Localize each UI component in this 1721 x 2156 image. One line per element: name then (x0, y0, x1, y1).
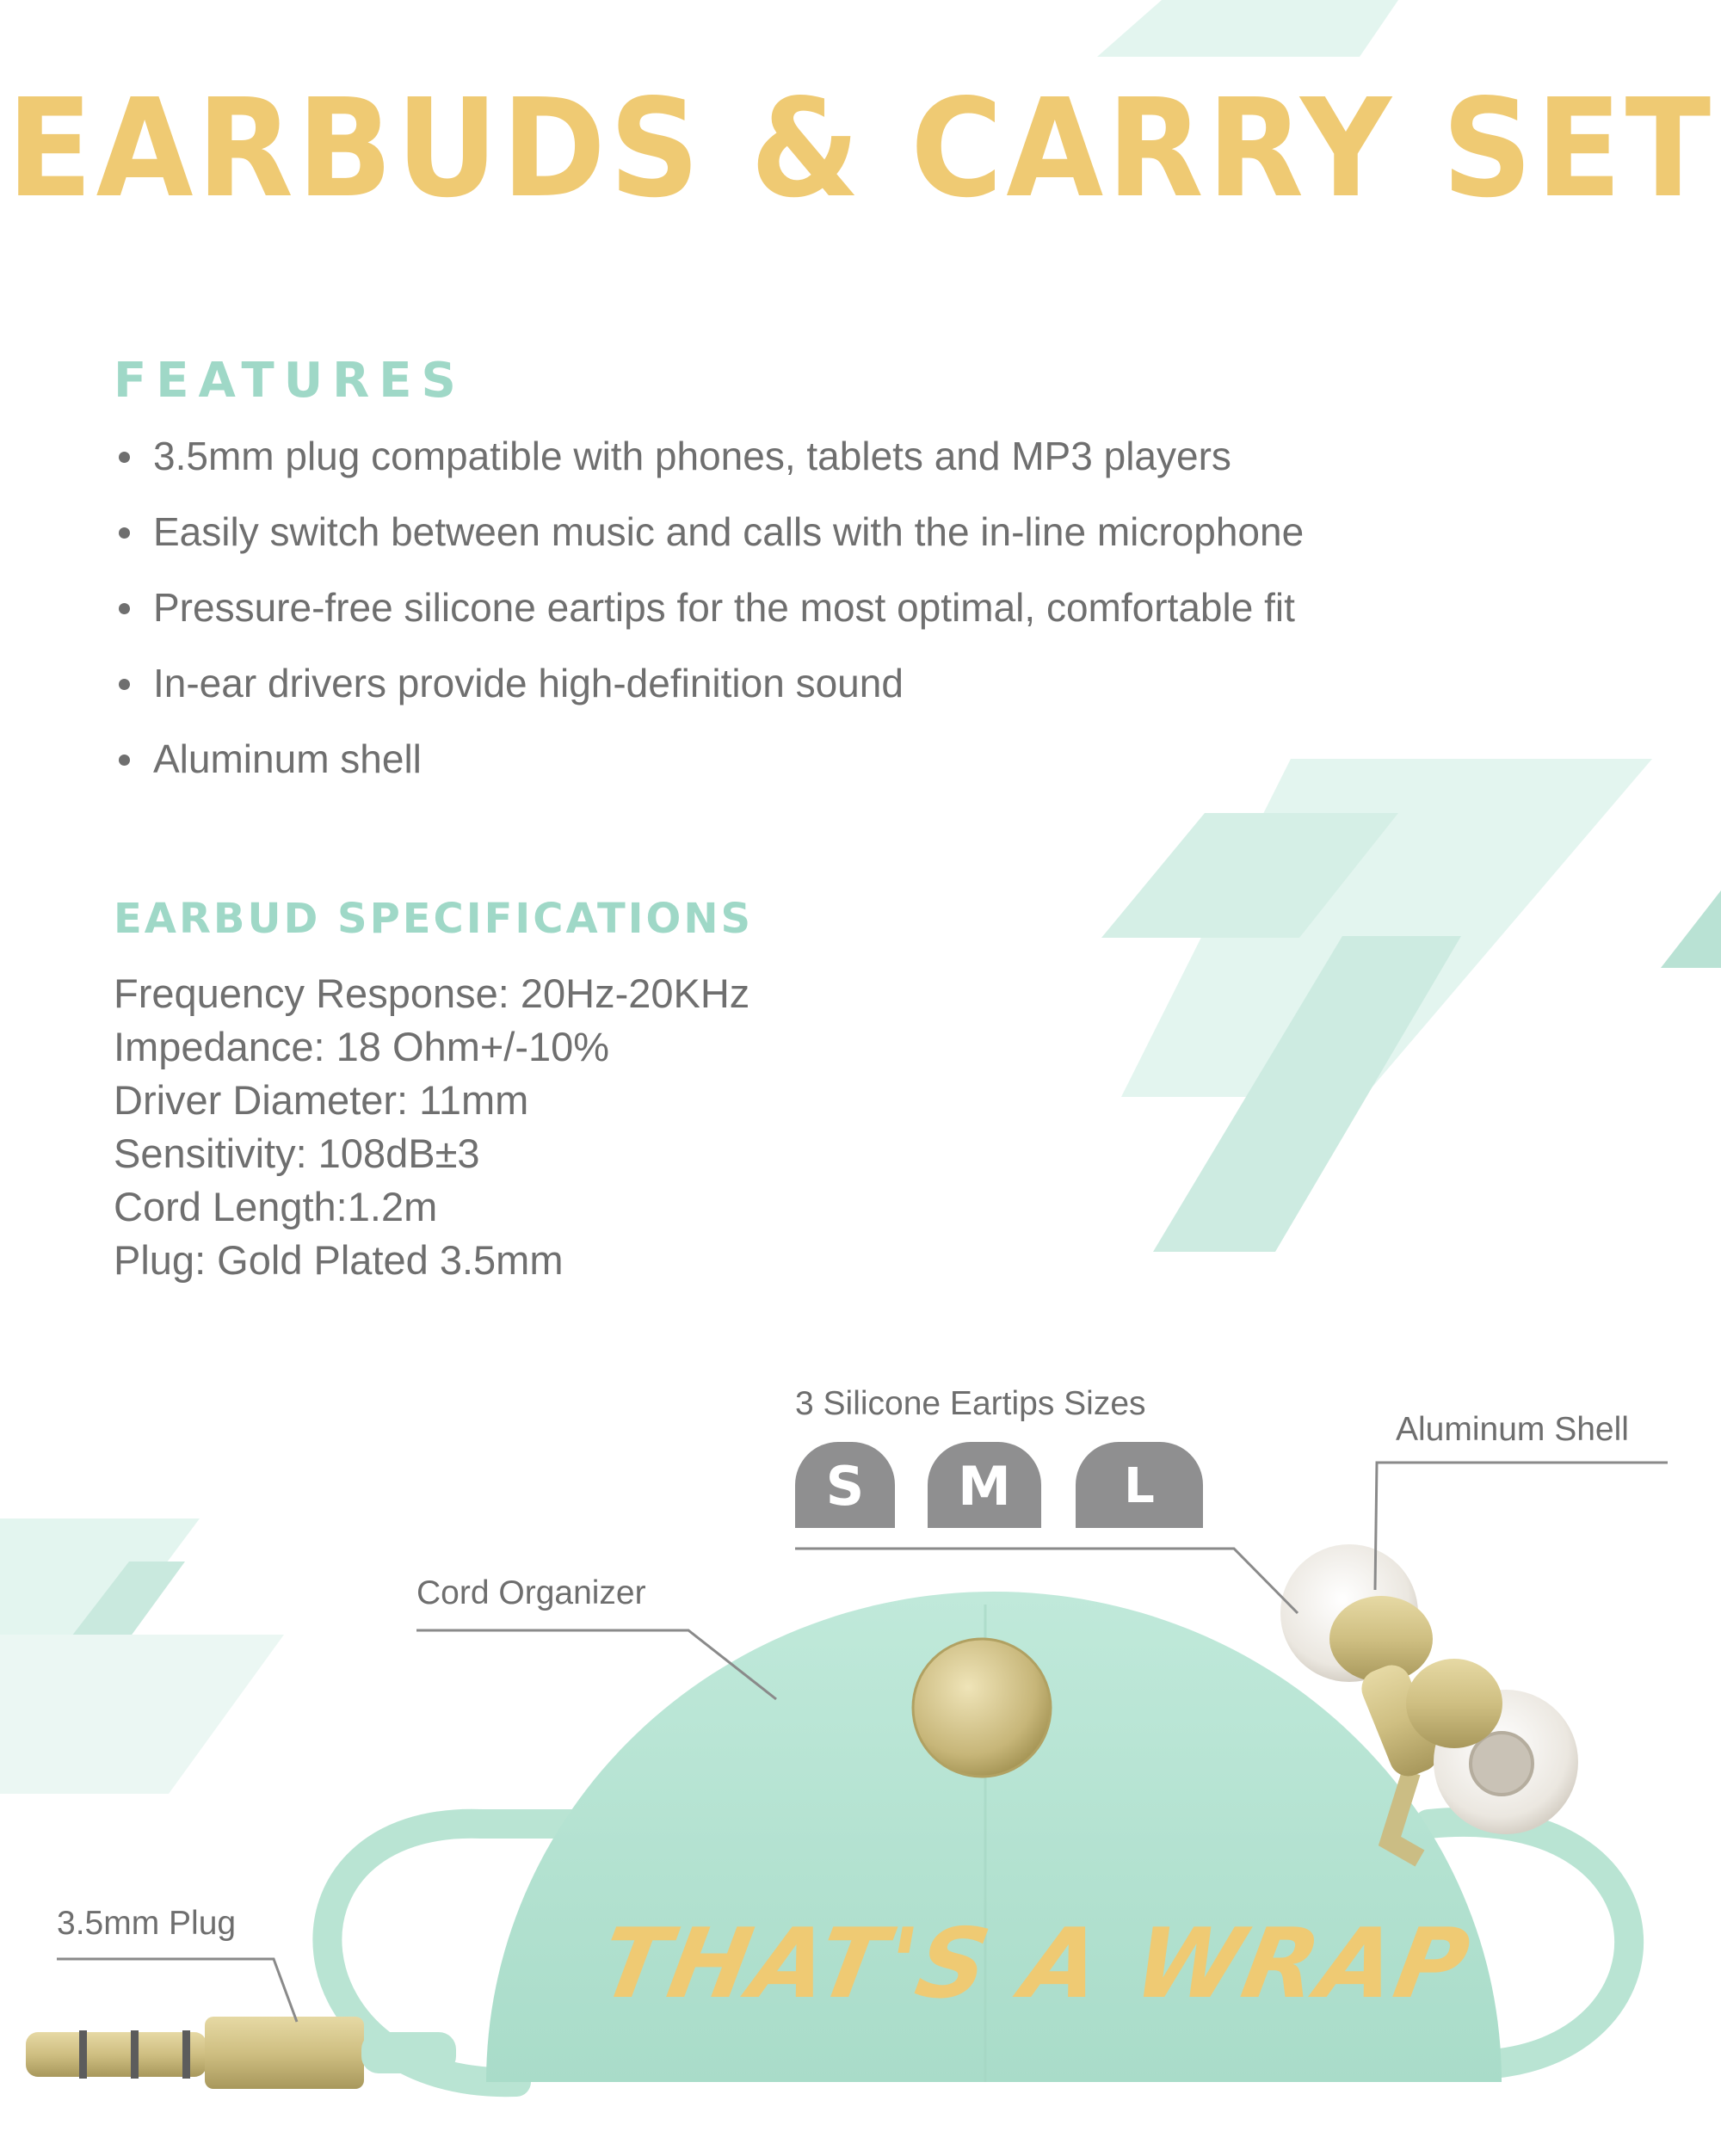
feature-item: Easily switch between music and calls with the in-line microphone (114, 508, 1576, 583)
plug-ring (182, 2030, 190, 2079)
feature-item: Aluminum shell (114, 735, 1576, 810)
plug-tip (26, 2032, 207, 2077)
aluminum-shell-callout-label: Aluminum Shell (1396, 1411, 1629, 1448)
spec-driver-diameter: Driver Diameter: 11mm (114, 1077, 529, 1123)
plug-leader-line (57, 1959, 297, 2022)
organizer-print-text: THAT'S A WRAP (592, 1908, 1479, 2020)
plug-housing (205, 2017, 364, 2089)
earbud-mesh (1471, 1733, 1533, 1795)
features-heading: FEATURES (114, 353, 466, 409)
plug-ring (79, 2030, 87, 2079)
plug-strain-relief (361, 2032, 456, 2073)
audio-plug (26, 2017, 456, 2089)
spec-frequency-response: Frequency Response: 20Hz-20KHz (114, 970, 750, 1016)
earbud-body-front (1406, 1659, 1502, 1748)
feature-item: 3.5mm plug compatible with phones, tablets and MP3 players (114, 432, 1576, 508)
feature-item: Pressure-free silicone eartips for the most optimal, comfortable fit (114, 583, 1576, 659)
plug-callout-label: 3.5mm Plug (57, 1905, 237, 1942)
eartips-callout-label: 3 Silicone Eartips Sizes (795, 1385, 1146, 1422)
spec-plug: Plug: Gold Plated 3.5mm (114, 1237, 564, 1283)
eartip-size-l-badge: L (1076, 1442, 1203, 1528)
page-title: EARBUDS & CARRY SET (6, 70, 1715, 228)
specifications-heading: EARBUD SPECIFICATIONS (114, 895, 754, 943)
eartip-size-m-badge: M (928, 1442, 1041, 1528)
eartip-size-s-badge: S (795, 1442, 895, 1528)
spec-cord-length: Cord Length:1.2m (114, 1184, 438, 1229)
spec-impedance: Impedance: 18 Ohm+/-10% (114, 1024, 610, 1069)
plug-ring (131, 2030, 139, 2079)
shell-leader-line (1375, 1463, 1668, 1590)
spec-sensitivity: Sensitivity: 108dB±3 (114, 1130, 480, 1176)
organizer-snap-button (913, 1639, 1051, 1777)
feature-item: In-ear drivers provide high-definition sound (114, 659, 1576, 735)
cord-organizer-callout-label: Cord Organizer (416, 1574, 646, 1611)
